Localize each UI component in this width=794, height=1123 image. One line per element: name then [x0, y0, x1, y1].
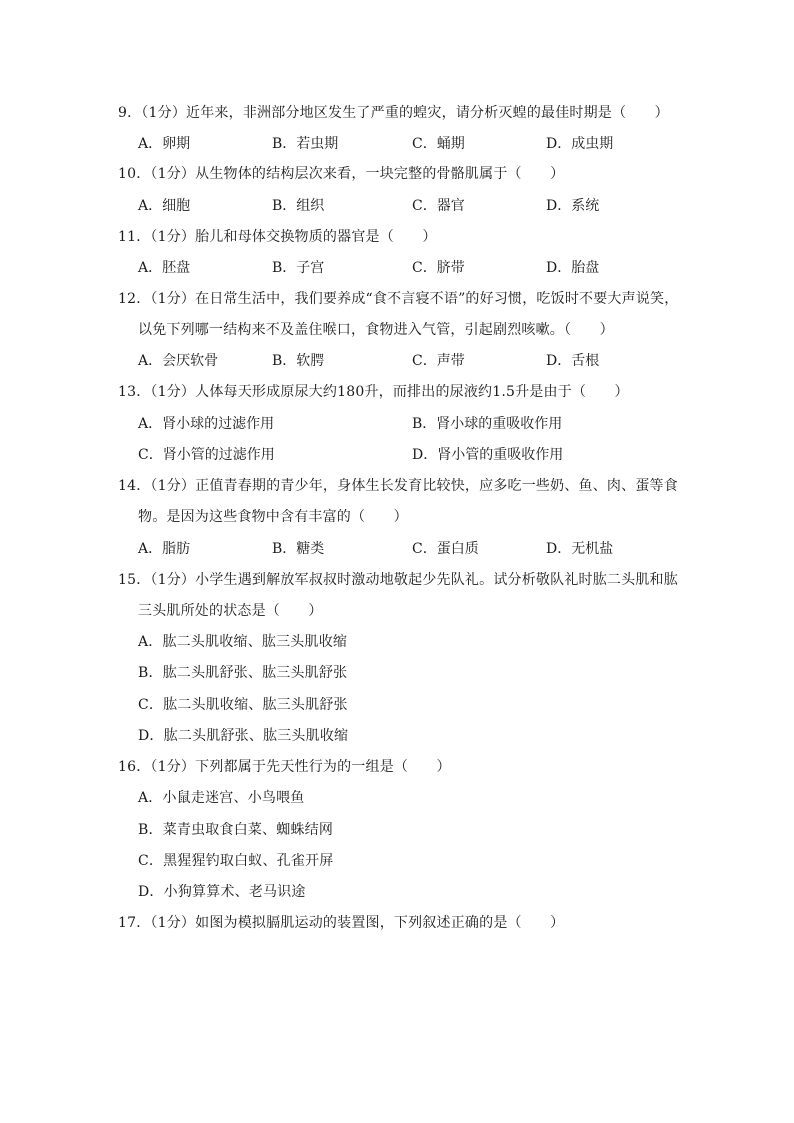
question-13-option-c: C．肾小管的过滤作用	[138, 447, 275, 463]
question-13-stem: 13．（1分）人体每天形成原尿大约180升，而排出的尿液约1.5升是由于（ ）	[118, 384, 629, 400]
question-14-option-d: D．无机盐	[546, 541, 614, 557]
question-14-stem-line-2: 物。是因为这些食物中含有丰富的（ ）	[138, 509, 408, 525]
question-15-option-d: D．肱二头肌舒张、肱三头肌收缩	[138, 728, 349, 744]
question-11-option-d: D．胎盘	[546, 260, 600, 276]
question-14-option-a: A．脂肪	[138, 541, 191, 557]
question-13-options-row-2	[138, 445, 698, 465]
question-10-option-a: A．细胞	[138, 198, 191, 214]
question-11-options	[138, 258, 698, 278]
question-9-option-c: C．蛹期	[412, 136, 465, 152]
question-14-options	[138, 539, 698, 559]
question-9-option-a: A．卵期	[138, 136, 191, 152]
question-16-stem: 16．（1分）下列都属于先天性行为的一组是（ ）	[118, 759, 451, 775]
question-16-option-b: B．菜青虫取食白菜、蜘蛛结网	[138, 822, 334, 838]
question-15-option-b: B．肱二头肌舒张、肱三头肌舒张	[138, 665, 348, 681]
question-10-option-d: D．系统	[546, 198, 600, 214]
question-9-option-d: D．成虫期	[546, 136, 614, 152]
question-9-options	[138, 134, 698, 154]
question-16-option-c: C．黑猩猩钓取白蚁、孔雀开屏	[138, 853, 334, 869]
question-12-stem-line-1: 12．（1分）在日常生活中，我们要养成“食不言寝不语”的好习惯，吃饭时不要大声说笑，	[118, 291, 679, 307]
question-13-option-a: A．肾小球的过滤作用	[138, 416, 275, 432]
question-9-option-b: B．若虫期	[272, 136, 339, 152]
question-10-option-b: B．组织	[272, 198, 325, 214]
question-10-options	[138, 196, 698, 216]
question-16-option-d: D．小狗算算术、老马识途	[138, 884, 306, 900]
question-12-options	[138, 351, 698, 371]
question-10-stem: 10．（1分）从生物体的结构层次来看，一块完整的骨骼肌属于（ ）	[118, 166, 565, 182]
question-15-option-a: A．肱二头肌收缩、肱三头肌收缩	[138, 634, 348, 650]
question-11-stem: 11．（1分）胎儿和母体交换物质的器官是（ ）	[118, 229, 437, 245]
question-15-stem-line-1: 15．（1分）小学生遇到解放军叔叔时激动地敬起少先队礼。试分析敬队礼时肱二头肌和肱	[118, 572, 678, 588]
question-15-stem-line-2: 三头肌所处的状态是（ ）	[138, 603, 323, 619]
question-11-option-b: B．子宫	[272, 260, 325, 276]
question-15-option-c: C．肱二头肌收缩、肱三头肌舒张	[138, 697, 348, 713]
question-13-option-b: B．肾小球的重吸收作用	[412, 416, 563, 432]
question-11-option-a: A．胚盘	[138, 260, 191, 276]
question-14-stem-line-1: 14．（1分）正值青春期的青少年，身体生长发育比较快，应多吃一些奶、鱼、肉、蛋等食	[118, 478, 678, 494]
question-12-option-a: A．会厌软骨	[138, 353, 219, 369]
question-13-option-d: D．肾小管的重吸收作用	[412, 447, 564, 463]
question-14-option-b: B．糖类	[272, 541, 325, 557]
question-11-option-c: C．脐带	[412, 260, 465, 276]
question-16-option-a: A．小鼠走迷宫、小鸟喂鱼	[138, 790, 305, 806]
question-12-option-b: B．软腭	[272, 353, 325, 369]
question-12-option-c: C．声带	[412, 353, 465, 369]
question-14-option-c: C．蛋白质	[412, 541, 479, 557]
question-12-option-d: D．舌根	[546, 353, 600, 369]
question-9-stem: 9．（1分）近年来，非洲部分地区发生了严重的蝗灾，请分析灭蝗的最佳时期是（ ）	[118, 105, 669, 121]
question-12-stem-line-2: 以免下列哪一结构来不及盖住喉口，食物进入气管，引起剧烈咳嗽。（ ）	[138, 322, 614, 338]
question-10-option-c: C．器官	[412, 198, 465, 214]
question-13-options-row-1	[138, 414, 698, 434]
question-17-stem: 17．（1分）如图为模拟膈肌运动的装置图，下列叙述正确的是（ ）	[118, 915, 565, 931]
